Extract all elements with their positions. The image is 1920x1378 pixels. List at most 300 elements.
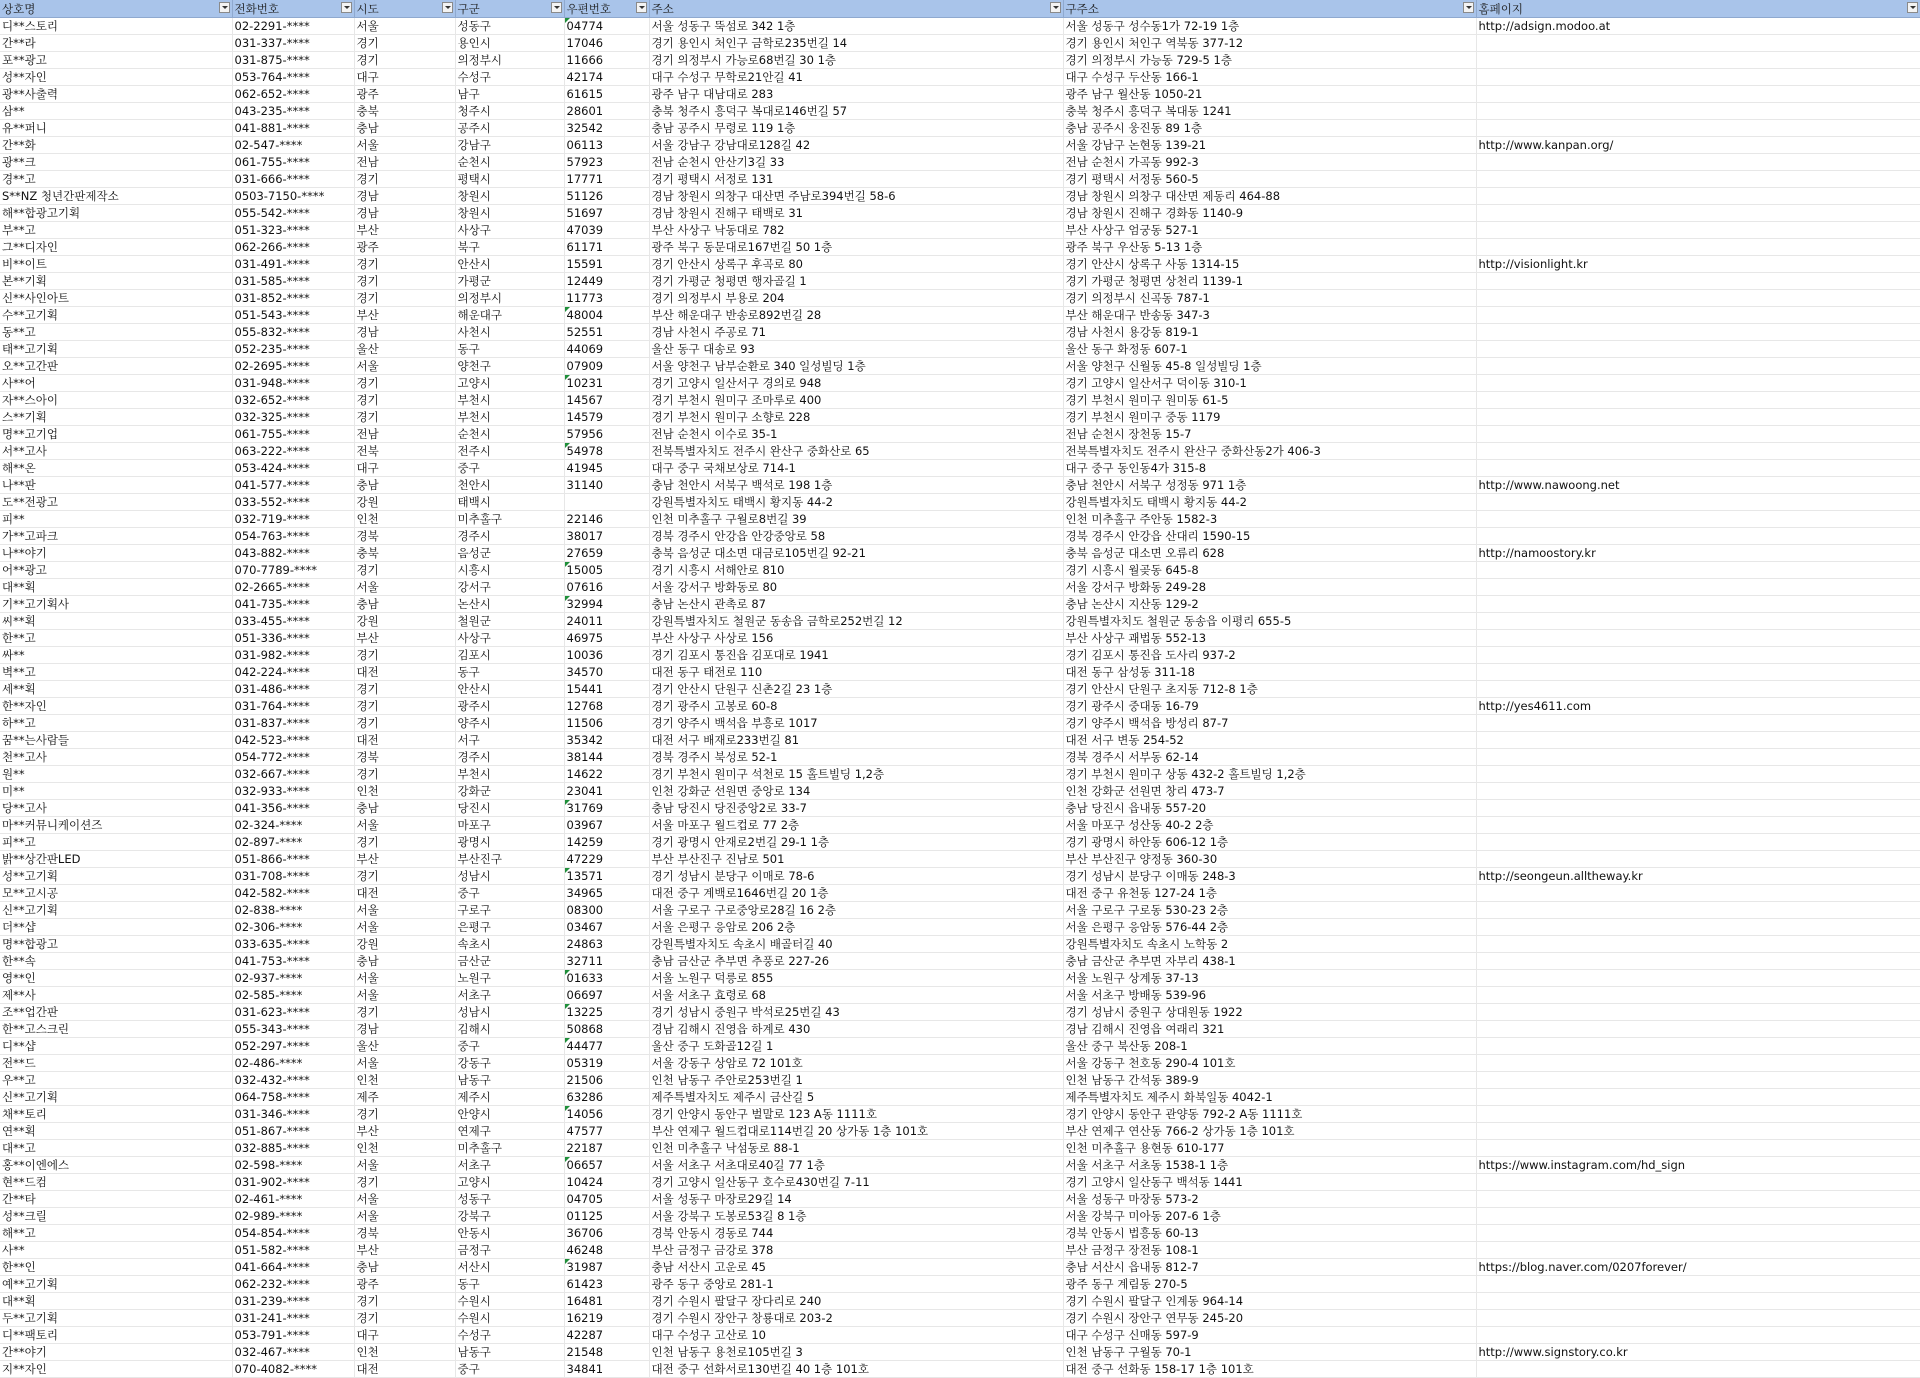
cell-sido[interactable]: 인천 [354, 783, 455, 800]
cell-phone[interactable]: 041-664-**** [232, 1259, 354, 1276]
cell-gugun[interactable]: 철원군 [455, 613, 564, 630]
cell-old-address[interactable]: 경기 성남시 분당구 이매동 248-3 [1063, 868, 1476, 885]
cell-sido[interactable]: 인천 [354, 1072, 455, 1089]
cell-zip[interactable]: 05319 [564, 1055, 649, 1072]
cell-homepage[interactable] [1476, 613, 1920, 630]
cell-address[interactable]: 경기 고양시 일산서구 경의로 948 [649, 375, 1063, 392]
cell-phone[interactable]: 061-755-**** [232, 154, 354, 171]
cell-old-address[interactable]: 대전 중구 선화동 158-17 1층 101호 [1063, 1361, 1476, 1378]
cell-gugun[interactable]: 수원시 [455, 1310, 564, 1327]
cell-address[interactable]: 부산 연제구 월드컵대로114번길 20 상가동 1층 101호 [649, 1123, 1063, 1140]
cell-old-address[interactable]: 전북특별자치도 전주시 완산구 중화산동2가 406-3 [1063, 443, 1476, 460]
cell-phone[interactable]: 031-708-**** [232, 868, 354, 885]
cell-gugun[interactable]: 서산시 [455, 1259, 564, 1276]
cell-phone[interactable]: 031-982-**** [232, 647, 354, 664]
cell-homepage[interactable] [1476, 1072, 1920, 1089]
cell-phone[interactable]: 041-753-**** [232, 953, 354, 970]
cell-sido[interactable]: 경기 [354, 375, 455, 392]
cell-address[interactable]: 경기 수원시 팔달구 장다리로 240 [649, 1293, 1063, 1310]
cell-sido[interactable]: 경기 [354, 1174, 455, 1191]
cell-homepage[interactable] [1476, 307, 1920, 324]
cell-zip[interactable]: 13225 [564, 1004, 649, 1021]
cell-name[interactable]: 세**획 [0, 681, 232, 698]
cell-homepage[interactable]: http://namoostory.kr [1476, 545, 1920, 562]
cell-address[interactable]: 경기 광주시 고봉로 60-8 [649, 698, 1063, 715]
cell-old-address[interactable]: 충남 천안시 서북구 성정동 971 1층 [1063, 477, 1476, 494]
cell-zip[interactable]: 14567 [564, 392, 649, 409]
cell-old-address[interactable]: 대전 중구 유천동 127-24 1층 [1063, 885, 1476, 902]
cell-gugun[interactable]: 남구 [455, 86, 564, 103]
cell-name[interactable]: 영**인 [0, 970, 232, 987]
cell-name[interactable]: 한**속 [0, 953, 232, 970]
cell-old-address[interactable]: 경기 광명시 하안동 606-12 1층 [1063, 834, 1476, 851]
cell-address[interactable]: 강원특별자치도 철원군 동송읍 금학로252번길 12 [649, 613, 1063, 630]
cell-old-address[interactable]: 전남 순천시 가곡동 992-3 [1063, 154, 1476, 171]
cell-homepage[interactable] [1476, 460, 1920, 477]
cell-zip[interactable]: 06697 [564, 987, 649, 1004]
cell-homepage[interactable]: https://blog.naver.com/0207forever/ [1476, 1259, 1920, 1276]
cell-name[interactable]: 대**획 [0, 1293, 232, 1310]
cell-gugun[interactable]: 마포구 [455, 817, 564, 834]
cell-old-address[interactable]: 서울 서초구 방배동 539-96 [1063, 987, 1476, 1004]
cell-phone[interactable]: 070-4082-**** [232, 1361, 354, 1378]
cell-phone[interactable]: 062-652-**** [232, 86, 354, 103]
cell-gugun[interactable]: 부천시 [455, 409, 564, 426]
cell-sido[interactable]: 충남 [354, 1259, 455, 1276]
cell-sido[interactable]: 경남 [354, 324, 455, 341]
cell-address[interactable]: 광주 남구 대남대로 283 [649, 86, 1063, 103]
cell-zip[interactable] [564, 494, 649, 511]
cell-old-address[interactable]: 경기 성남시 중원구 상대원동 1922 [1063, 1004, 1476, 1021]
cell-homepage[interactable] [1476, 69, 1920, 86]
cell-zip[interactable]: 61171 [564, 239, 649, 256]
cell-zip[interactable]: 14579 [564, 409, 649, 426]
filter-dropdown-icon[interactable] [1907, 2, 1918, 13]
cell-old-address[interactable]: 경기 김포시 통진읍 도사리 937-2 [1063, 647, 1476, 664]
cell-sido[interactable]: 경기 [354, 1293, 455, 1310]
cell-address[interactable]: 경기 성남시 중원구 박석로25번길 43 [649, 1004, 1063, 1021]
cell-address[interactable]: 경북 안동시 경동로 744 [649, 1225, 1063, 1242]
cell-sido[interactable]: 서울 [354, 1055, 455, 1072]
cell-gugun[interactable]: 논산시 [455, 596, 564, 613]
cell-address[interactable]: 대전 중구 선화서로130번길 40 1층 101호 [649, 1361, 1063, 1378]
cell-zip[interactable]: 03967 [564, 817, 649, 834]
cell-sido[interactable]: 서울 [354, 902, 455, 919]
cell-old-address[interactable]: 제주특별자치도 제주시 화북일동 4042-1 [1063, 1089, 1476, 1106]
cell-phone[interactable]: 02-461-**** [232, 1191, 354, 1208]
cell-phone[interactable]: 032-325-**** [232, 409, 354, 426]
cell-name[interactable]: 오**고간판 [0, 358, 232, 375]
cell-homepage[interactable] [1476, 1038, 1920, 1055]
cell-phone[interactable]: 062-266-**** [232, 239, 354, 256]
cell-address[interactable]: 서울 강서구 방화동로 80 [649, 579, 1063, 596]
cell-address[interactable]: 경기 안산시 상록구 후곡로 80 [649, 256, 1063, 273]
cell-phone[interactable]: 041-735-**** [232, 596, 354, 613]
cell-sido[interactable]: 경기 [354, 256, 455, 273]
cell-old-address[interactable]: 경남 사천시 용강동 819-1 [1063, 324, 1476, 341]
cell-sido[interactable]: 경기 [354, 35, 455, 52]
cell-zip[interactable]: 48004 [564, 307, 649, 324]
cell-sido[interactable]: 경기 [354, 647, 455, 664]
cell-sido[interactable]: 경남 [354, 188, 455, 205]
cell-gugun[interactable]: 성남시 [455, 868, 564, 885]
cell-address[interactable]: 경기 의정부시 부용로 204 [649, 290, 1063, 307]
cell-zip[interactable]: 44477 [564, 1038, 649, 1055]
cell-address[interactable]: 경남 창원시 진해구 태백로 31 [649, 205, 1063, 222]
cell-address[interactable]: 경기 고양시 일산동구 호수로430번길 7-11 [649, 1174, 1063, 1191]
cell-address[interactable]: 서울 마포구 월드컵로 77 2층 [649, 817, 1063, 834]
cell-gugun[interactable]: 수원시 [455, 1293, 564, 1310]
cell-address[interactable]: 서울 은평구 응암로 206 2층 [649, 919, 1063, 936]
cell-homepage[interactable] [1476, 35, 1920, 52]
filter-dropdown-icon[interactable] [341, 2, 352, 13]
cell-gugun[interactable]: 순천시 [455, 154, 564, 171]
cell-old-address[interactable]: 충남 논산시 지산동 129-2 [1063, 596, 1476, 613]
cell-phone[interactable]: 032-467-**** [232, 1344, 354, 1361]
cell-homepage[interactable] [1476, 341, 1920, 358]
cell-homepage[interactable] [1476, 732, 1920, 749]
cell-old-address[interactable]: 경기 광주시 중대동 16-79 [1063, 698, 1476, 715]
cell-homepage[interactable] [1476, 715, 1920, 732]
cell-address[interactable]: 경기 가평군 청평면 행자골길 1 [649, 273, 1063, 290]
cell-sido[interactable]: 전북 [354, 443, 455, 460]
cell-old-address[interactable]: 경기 수원시 팔달구 인계동 964-14 [1063, 1293, 1476, 1310]
cell-phone[interactable]: 052-297-**** [232, 1038, 354, 1055]
cell-zip[interactable]: 15441 [564, 681, 649, 698]
cell-name[interactable]: 모**고시공 [0, 885, 232, 902]
cell-zip[interactable]: 07909 [564, 358, 649, 375]
cell-address[interactable]: 충북 청주시 흥덕구 복대로146번길 57 [649, 103, 1063, 120]
cell-gugun[interactable]: 성동구 [455, 1191, 564, 1208]
cell-name[interactable]: 기**고기획사 [0, 596, 232, 613]
cell-phone[interactable]: 032-933-**** [232, 783, 354, 800]
cell-address[interactable]: 대구 수성구 고산로 10 [649, 1327, 1063, 1344]
filter-dropdown-icon[interactable] [1463, 2, 1474, 13]
cell-sido[interactable]: 부산 [354, 1242, 455, 1259]
cell-gugun[interactable]: 김해시 [455, 1021, 564, 1038]
column-header-old-address[interactable] [1063, 0, 1476, 18]
cell-zip[interactable]: 24863 [564, 936, 649, 953]
cell-zip[interactable]: 22187 [564, 1140, 649, 1157]
cell-zip[interactable]: 14259 [564, 834, 649, 851]
cell-name[interactable]: 디**팩토리 [0, 1327, 232, 1344]
cell-gugun[interactable]: 공주시 [455, 120, 564, 137]
cell-sido[interactable]: 대전 [354, 1361, 455, 1378]
cell-address[interactable]: 서울 구로구 구로중앙로28길 16 2층 [649, 902, 1063, 919]
cell-homepage[interactable] [1476, 273, 1920, 290]
cell-name[interactable]: 원** [0, 766, 232, 783]
cell-phone[interactable]: 054-763-**** [232, 528, 354, 545]
cell-name[interactable]: 신**고기획 [0, 902, 232, 919]
cell-name[interactable]: 한**고 [0, 630, 232, 647]
cell-sido[interactable]: 서울 [354, 919, 455, 936]
cell-address[interactable]: 경북 경주시 북성로 52-1 [649, 749, 1063, 766]
cell-homepage[interactable] [1476, 1361, 1920, 1378]
cell-old-address[interactable]: 경기 안산시 단원구 초지동 712-8 1층 [1063, 681, 1476, 698]
cell-sido[interactable]: 서울 [354, 1157, 455, 1174]
cell-zip[interactable]: 34965 [564, 885, 649, 902]
cell-zip[interactable]: 23041 [564, 783, 649, 800]
cell-address[interactable]: 경기 용인시 처인구 금학로235번길 14 [649, 35, 1063, 52]
cell-old-address[interactable]: 경기 고양시 일산동구 백석동 1441 [1063, 1174, 1476, 1191]
cell-phone[interactable]: 031-764-**** [232, 698, 354, 715]
cell-address[interactable]: 충남 공주시 무령로 119 1층 [649, 120, 1063, 137]
cell-sido[interactable]: 경남 [354, 1021, 455, 1038]
cell-sido[interactable]: 충북 [354, 545, 455, 562]
cell-old-address[interactable]: 인천 미추홀구 용현동 610-177 [1063, 1140, 1476, 1157]
cell-gugun[interactable]: 부천시 [455, 766, 564, 783]
cell-address[interactable]: 인천 미추홀구 구월로8번길 39 [649, 511, 1063, 528]
cell-address[interactable]: 강원특별자치도 태백시 황지동 44-2 [649, 494, 1063, 511]
cell-sido[interactable]: 경기 [354, 171, 455, 188]
cell-name[interactable]: 피** [0, 511, 232, 528]
cell-phone[interactable]: 02-937-**** [232, 970, 354, 987]
cell-name[interactable]: 한**인 [0, 1259, 232, 1276]
cell-gugun[interactable]: 동구 [455, 1276, 564, 1293]
cell-name[interactable]: 경**고 [0, 171, 232, 188]
cell-phone[interactable]: 055-542-**** [232, 205, 354, 222]
cell-phone[interactable]: 032-885-**** [232, 1140, 354, 1157]
cell-homepage[interactable] [1476, 1106, 1920, 1123]
cell-gugun[interactable]: 김포시 [455, 647, 564, 664]
cell-old-address[interactable]: 인천 강화군 선원면 창리 473-7 [1063, 783, 1476, 800]
cell-homepage[interactable]: http://seongeun.alltheway.kr [1476, 868, 1920, 885]
cell-old-address[interactable]: 경기 수원시 장안구 연무동 245-20 [1063, 1310, 1476, 1327]
cell-sido[interactable]: 대전 [354, 664, 455, 681]
cell-name[interactable]: 씨**획 [0, 613, 232, 630]
cell-old-address[interactable]: 대구 수성구 두산동 166-1 [1063, 69, 1476, 86]
cell-old-address[interactable]: 경기 가평군 청평면 상천리 1139-1 [1063, 273, 1476, 290]
cell-address[interactable]: 경기 광명시 안재로2번길 29-1 1층 [649, 834, 1063, 851]
cell-zip[interactable]: 22146 [564, 511, 649, 528]
cell-name[interactable]: 마**커뮤니케이션즈 [0, 817, 232, 834]
cell-sido[interactable]: 대전 [354, 885, 455, 902]
cell-name[interactable]: 연**획 [0, 1123, 232, 1140]
cell-gugun[interactable]: 시흥시 [455, 562, 564, 579]
cell-phone[interactable]: 02-838-**** [232, 902, 354, 919]
cell-gugun[interactable]: 금산군 [455, 953, 564, 970]
cell-gugun[interactable]: 용인시 [455, 35, 564, 52]
cell-name[interactable]: 신**고기획 [0, 1089, 232, 1106]
cell-address[interactable]: 경기 의정부시 가능로68번길 30 1층 [649, 52, 1063, 69]
cell-name[interactable]: 벽**고 [0, 664, 232, 681]
cell-gugun[interactable]: 광명시 [455, 834, 564, 851]
cell-zip[interactable]: 31769 [564, 800, 649, 817]
cell-homepage[interactable] [1476, 647, 1920, 664]
cell-phone[interactable]: 031-241-**** [232, 1310, 354, 1327]
filter-dropdown-icon[interactable] [636, 2, 647, 13]
cell-old-address[interactable]: 경남 창원시 의창구 대산면 제동리 464-88 [1063, 188, 1476, 205]
cell-zip[interactable]: 36706 [564, 1225, 649, 1242]
cell-address[interactable]: 전북특별자치도 전주시 완산구 중화산로 65 [649, 443, 1063, 460]
cell-name[interactable]: 비**이트 [0, 256, 232, 273]
cell-name[interactable]: 삼** [0, 103, 232, 120]
cell-homepage[interactable]: http://www.nawoong.net [1476, 477, 1920, 494]
cell-zip[interactable]: 57923 [564, 154, 649, 171]
cell-address[interactable]: 경남 창원시 의창구 대산면 주남로394번길 58-6 [649, 188, 1063, 205]
cell-address[interactable]: 경기 양주시 백석읍 부흥로 1017 [649, 715, 1063, 732]
cell-phone[interactable]: 063-222-**** [232, 443, 354, 460]
cell-phone[interactable]: 02-2665-**** [232, 579, 354, 596]
cell-name[interactable]: 두**고기획 [0, 1310, 232, 1327]
cell-gugun[interactable]: 강화군 [455, 783, 564, 800]
cell-zip[interactable]: 15005 [564, 562, 649, 579]
cell-sido[interactable]: 대구 [354, 69, 455, 86]
cell-name[interactable]: 제**사 [0, 987, 232, 1004]
cell-phone[interactable]: 031-486-**** [232, 681, 354, 698]
cell-old-address[interactable]: 울산 중구 북산동 208-1 [1063, 1038, 1476, 1055]
cell-old-address[interactable]: 대전 서구 변동 254-52 [1063, 732, 1476, 749]
cell-phone[interactable]: 061-755-**** [232, 426, 354, 443]
cell-homepage[interactable] [1476, 630, 1920, 647]
cell-sido[interactable]: 충남 [354, 800, 455, 817]
cell-gugun[interactable]: 남동구 [455, 1344, 564, 1361]
cell-name[interactable]: 더**샵 [0, 919, 232, 936]
cell-zip[interactable]: 57956 [564, 426, 649, 443]
cell-name[interactable]: 대**획 [0, 579, 232, 596]
cell-gugun[interactable]: 안산시 [455, 256, 564, 273]
cell-homepage[interactable] [1476, 103, 1920, 120]
cell-phone[interactable]: 031-346-**** [232, 1106, 354, 1123]
cell-old-address[interactable]: 강원특별자치도 태백시 황지동 44-2 [1063, 494, 1476, 511]
cell-homepage[interactable] [1476, 783, 1920, 800]
cell-homepage[interactable] [1476, 749, 1920, 766]
cell-gugun[interactable]: 창원시 [455, 205, 564, 222]
cell-zip[interactable]: 04705 [564, 1191, 649, 1208]
cell-old-address[interactable]: 충북 음성군 대소면 오류리 628 [1063, 545, 1476, 562]
filter-dropdown-icon[interactable] [1050, 2, 1061, 13]
cell-gugun[interactable]: 의정부시 [455, 290, 564, 307]
cell-homepage[interactable] [1476, 205, 1920, 222]
cell-name[interactable]: 성**자인 [0, 69, 232, 86]
cell-zip[interactable]: 01633 [564, 970, 649, 987]
cell-name[interactable]: 지**자인 [0, 1361, 232, 1378]
cell-name[interactable]: 당**고사 [0, 800, 232, 817]
cell-homepage[interactable] [1476, 664, 1920, 681]
cell-address[interactable]: 광주 북구 동문대로167번길 50 1층 [649, 239, 1063, 256]
cell-phone[interactable]: 052-235-**** [232, 341, 354, 358]
cell-name[interactable]: 간**타 [0, 1191, 232, 1208]
cell-sido[interactable]: 광주 [354, 1276, 455, 1293]
cell-phone[interactable]: 054-854-**** [232, 1225, 354, 1242]
cell-phone[interactable]: 032-432-**** [232, 1072, 354, 1089]
cell-zip[interactable]: 32711 [564, 953, 649, 970]
cell-gugun[interactable]: 동구 [455, 664, 564, 681]
cell-sido[interactable]: 충남 [354, 596, 455, 613]
cell-sido[interactable]: 경기 [354, 562, 455, 579]
cell-name[interactable]: 간**야기 [0, 1344, 232, 1361]
column-header-phone[interactable] [232, 0, 354, 18]
cell-gugun[interactable]: 서초구 [455, 1157, 564, 1174]
cell-gugun[interactable]: 부천시 [455, 392, 564, 409]
cell-old-address[interactable]: 서울 노원구 상계동 37-13 [1063, 970, 1476, 987]
cell-phone[interactable]: 033-455-**** [232, 613, 354, 630]
cell-homepage[interactable] [1476, 1242, 1920, 1259]
cell-zip[interactable]: 47229 [564, 851, 649, 868]
cell-address[interactable]: 울산 동구 대송로 93 [649, 341, 1063, 358]
cell-zip[interactable]: 51697 [564, 205, 649, 222]
cell-name[interactable]: 그**디자인 [0, 239, 232, 256]
cell-old-address[interactable]: 경기 부천시 원미구 중동 1179 [1063, 409, 1476, 426]
cell-zip[interactable]: 21506 [564, 1072, 649, 1089]
cell-sido[interactable]: 경기 [354, 1106, 455, 1123]
cell-zip[interactable]: 12449 [564, 273, 649, 290]
cell-sido[interactable]: 부산 [354, 630, 455, 647]
cell-phone[interactable]: 02-547-**** [232, 137, 354, 154]
cell-sido[interactable]: 제주 [354, 1089, 455, 1106]
cell-phone[interactable]: 051-866-**** [232, 851, 354, 868]
cell-address[interactable]: 충남 논산시 관촉로 87 [649, 596, 1063, 613]
filter-dropdown-icon[interactable] [219, 2, 230, 13]
cell-gugun[interactable]: 음성군 [455, 545, 564, 562]
cell-sido[interactable]: 서울 [354, 358, 455, 375]
cell-sido[interactable]: 충남 [354, 953, 455, 970]
cell-old-address[interactable]: 경기 의정부시 가능동 729-5 1층 [1063, 52, 1476, 69]
cell-address[interactable]: 경기 시흥시 서해안로 810 [649, 562, 1063, 579]
cell-sido[interactable]: 경기 [354, 290, 455, 307]
cell-homepage[interactable]: http://adsign.modoo.at [1476, 18, 1920, 35]
filter-dropdown-icon[interactable] [551, 2, 562, 13]
cell-phone[interactable]: 031-948-**** [232, 375, 354, 392]
cell-name[interactable]: 한**고스크린 [0, 1021, 232, 1038]
cell-gugun[interactable]: 강북구 [455, 1208, 564, 1225]
cell-zip[interactable]: 54978 [564, 443, 649, 460]
cell-gugun[interactable]: 사천시 [455, 324, 564, 341]
cell-gugun[interactable]: 중구 [455, 1038, 564, 1055]
cell-address[interactable]: 서울 성동구 마장로29길 14 [649, 1191, 1063, 1208]
cell-homepage[interactable]: http://www.signstory.co.kr [1476, 1344, 1920, 1361]
cell-zip[interactable]: 07616 [564, 579, 649, 596]
cell-homepage[interactable] [1476, 1055, 1920, 1072]
cell-address[interactable]: 서울 서초구 서초대로40길 77 1층 [649, 1157, 1063, 1174]
cell-name[interactable]: 사**어 [0, 375, 232, 392]
cell-name[interactable]: 스**기획 [0, 409, 232, 426]
cell-gugun[interactable]: 안양시 [455, 1106, 564, 1123]
column-header-zip[interactable] [564, 0, 649, 18]
cell-old-address[interactable]: 부산 해운대구 반송동 347-3 [1063, 307, 1476, 324]
cell-homepage[interactable] [1476, 885, 1920, 902]
cell-phone[interactable]: 043-235-**** [232, 103, 354, 120]
cell-sido[interactable]: 부산 [354, 1123, 455, 1140]
cell-address[interactable]: 부산 해운대구 반송로892번길 28 [649, 307, 1063, 324]
cell-name[interactable]: 해**고 [0, 1225, 232, 1242]
cell-name[interactable]: 대**고 [0, 1140, 232, 1157]
cell-name[interactable]: 전**드 [0, 1055, 232, 1072]
cell-sido[interactable]: 울산 [354, 1038, 455, 1055]
cell-address[interactable]: 경기 안양시 동안구 벌말로 123 A동 1111호 [649, 1106, 1063, 1123]
cell-address[interactable]: 전남 순천시 안산기3길 33 [649, 154, 1063, 171]
cell-name[interactable]: 부**고 [0, 222, 232, 239]
cell-sido[interactable]: 경북 [354, 528, 455, 545]
cell-address[interactable]: 경기 수원시 장안구 창룡대로 203-2 [649, 1310, 1063, 1327]
cell-address[interactable]: 울산 중구 도화골12길 1 [649, 1038, 1063, 1055]
cell-zip[interactable]: 61423 [564, 1276, 649, 1293]
cell-sido[interactable]: 광주 [354, 86, 455, 103]
cell-zip[interactable]: 61615 [564, 86, 649, 103]
cell-phone[interactable]: 064-758-**** [232, 1089, 354, 1106]
cell-gugun[interactable]: 노원구 [455, 970, 564, 987]
cell-name[interactable]: 유**퍼니 [0, 120, 232, 137]
cell-phone[interactable]: 041-881-**** [232, 120, 354, 137]
cell-zip[interactable]: 17046 [564, 35, 649, 52]
cell-old-address[interactable]: 충남 서산시 읍내동 812-7 [1063, 1259, 1476, 1276]
cell-homepage[interactable] [1476, 426, 1920, 443]
cell-homepage[interactable] [1476, 1276, 1920, 1293]
cell-sido[interactable]: 경기 [354, 766, 455, 783]
cell-homepage[interactable] [1476, 800, 1920, 817]
cell-old-address[interactable]: 경기 의정부시 신곡동 787-1 [1063, 290, 1476, 307]
cell-name[interactable]: S**NZ 청년간판제작소 [0, 188, 232, 205]
